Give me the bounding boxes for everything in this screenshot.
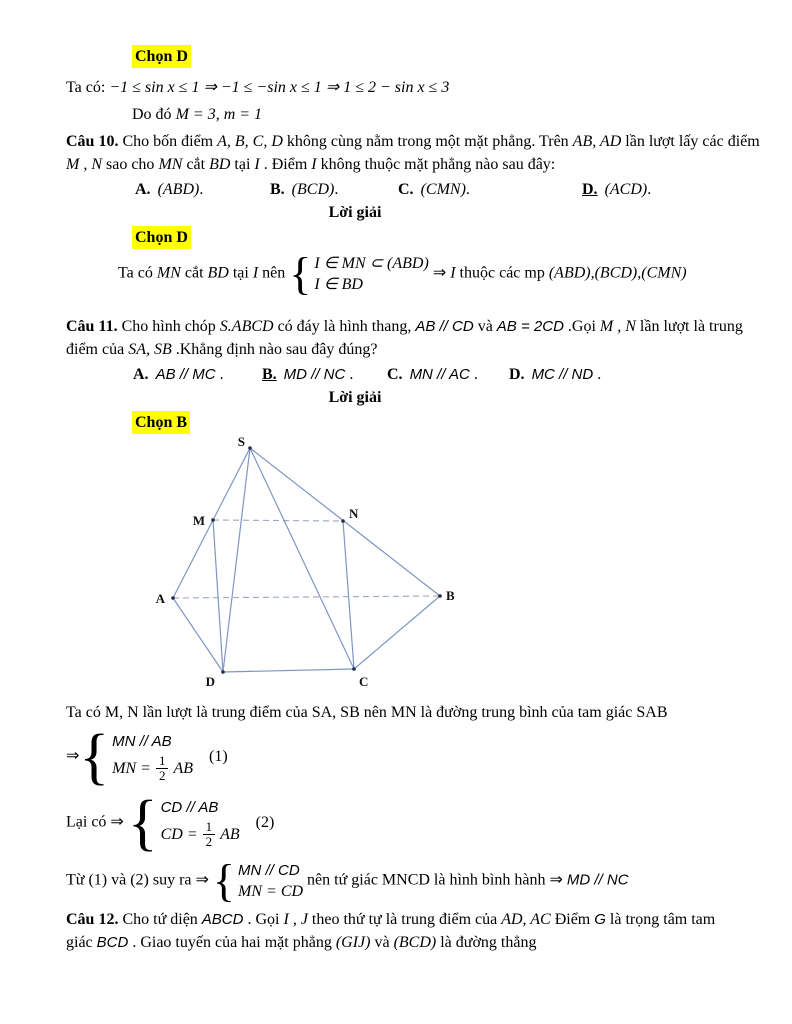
vertex-label-c: C xyxy=(359,674,369,689)
text-run: và xyxy=(370,934,394,951)
question-number: Câu 10. xyxy=(66,133,119,150)
text-run: là trọng tâm tam xyxy=(605,911,716,928)
q10-answer-line xyxy=(132,226,732,249)
choice-math: MD // NC xyxy=(283,366,346,383)
q10-statement-line1 xyxy=(66,130,760,153)
q11-answer-highlight: Chọn B xyxy=(132,411,190,434)
choice-tail: . xyxy=(469,366,478,383)
q9-inequality-line xyxy=(66,76,732,99)
fraction-numerator: 1 xyxy=(203,820,216,835)
question-number: Câu 12. xyxy=(66,911,119,928)
system-row xyxy=(112,754,193,783)
text-run: Cho tứ diện xyxy=(118,911,202,928)
text-run: và xyxy=(473,318,497,335)
vertex-label-n: N xyxy=(349,506,359,521)
math-run: I xyxy=(254,156,260,173)
math-run: AB = 2CD xyxy=(496,318,564,335)
edge-mn-dashed xyxy=(213,520,343,521)
system-row: MN = CD xyxy=(238,883,304,900)
math-run: I xyxy=(311,156,317,173)
edge-sc xyxy=(250,448,354,669)
text-run: lần lượt là trung xyxy=(635,318,743,335)
text-run: Ta có xyxy=(118,264,157,282)
equation-system xyxy=(127,789,240,857)
math-run: MN = xyxy=(112,759,151,777)
text-run: Từ (1) và (2) suy ra xyxy=(66,871,196,889)
choice-math: (ACD) xyxy=(604,181,648,198)
text-run: lần lượt lấy các điểm xyxy=(621,133,760,150)
q11-solution-heading: Lời giải xyxy=(328,389,382,406)
math-run: M = 3, m = 1 xyxy=(175,106,263,123)
math-run: (GIJ) xyxy=(335,934,371,951)
system-row: CD // AB xyxy=(160,799,219,816)
fraction-denominator: 2 xyxy=(205,834,213,849)
math-run: M , N xyxy=(599,318,636,335)
choice-tail: . xyxy=(345,366,354,383)
system-row: MN // AB xyxy=(112,733,172,750)
vertex-label-s: S xyxy=(237,436,245,449)
math-run: BCD xyxy=(96,934,129,951)
vertex-dot-c xyxy=(352,667,356,671)
choice-label: C. xyxy=(398,181,414,198)
fraction xyxy=(203,820,216,849)
choice-b xyxy=(270,178,398,201)
math-run: AB // CD xyxy=(415,318,474,335)
text-run: là đường thẳng xyxy=(436,934,537,951)
choice-label: C. xyxy=(387,366,403,383)
brace-icon: { xyxy=(79,723,110,791)
choice-d xyxy=(509,363,601,386)
formula-1 xyxy=(66,723,732,791)
system-rows xyxy=(161,797,240,849)
q10-statement-line2 xyxy=(66,153,732,176)
choice-math: (ABD) xyxy=(157,181,200,198)
math-run: I , J xyxy=(283,911,308,928)
vertex-label-b: B xyxy=(446,588,455,603)
text-run: không cùng nằm trong một mặt phẳng. Trên xyxy=(282,133,573,150)
fraction-numerator: 1 xyxy=(156,754,169,769)
q10-solution-line xyxy=(118,248,732,299)
vertex-dot-b xyxy=(438,594,442,598)
math-run: SA, SB xyxy=(128,341,172,358)
edge-sd xyxy=(223,448,250,672)
choice-b-correct xyxy=(262,363,387,386)
vertex-label-d: D xyxy=(205,674,215,689)
q10-solution-heading: Lời giải xyxy=(328,204,382,221)
pyramid-figure xyxy=(140,436,732,699)
math-run: AB xyxy=(173,759,194,777)
q12-statement-line2 xyxy=(66,931,732,954)
choice-a xyxy=(133,363,262,386)
text-run: . Giao tuyến của hai mặt phẳng xyxy=(128,934,336,951)
fraction-denominator: 2 xyxy=(158,768,166,783)
edge-md xyxy=(213,520,223,672)
choice-c xyxy=(398,178,582,201)
choice-tail: . xyxy=(647,181,652,198)
text-run: tại xyxy=(230,156,255,173)
text-run: nên xyxy=(258,264,290,282)
implies-arrow: ⇒ xyxy=(66,747,80,765)
text-run: Lại có xyxy=(66,813,111,831)
math-run: BD xyxy=(207,264,229,282)
system-row: MN // CD xyxy=(238,862,300,879)
vertex-dot-s xyxy=(248,446,252,450)
implies-arrow: ⇒ xyxy=(428,264,451,282)
edge-sb xyxy=(250,448,440,596)
math-run: AD, AC xyxy=(501,911,551,928)
choice-math: AB // MC xyxy=(155,366,216,383)
equation-tag: (2) xyxy=(255,813,275,831)
equation-tag: (1) xyxy=(209,747,228,765)
vertex-dot-n xyxy=(341,519,345,523)
text-run: theo thứ tự là trung điểm của xyxy=(307,911,502,928)
q9-result-line xyxy=(132,103,732,126)
edge-sa xyxy=(173,448,250,598)
choice-tail: . xyxy=(199,181,204,198)
choice-math: MN // AC xyxy=(409,366,470,383)
choice-label: B. xyxy=(262,366,277,383)
system-row: I ∈ MN ⊂ (ABD) xyxy=(314,255,429,272)
system-rows xyxy=(314,253,428,295)
math-run: S.ABCD xyxy=(219,318,274,335)
q11-statement-line2 xyxy=(66,338,732,361)
math-run: A, B, C, D xyxy=(217,133,283,150)
equation-system xyxy=(289,248,429,299)
text-run: giác xyxy=(66,934,97,951)
implies-arrow: ⇒ xyxy=(195,871,213,889)
edge-nc xyxy=(343,521,354,669)
choice-tail: . xyxy=(593,366,602,383)
brace-icon: { xyxy=(212,855,236,906)
choice-label: D. xyxy=(509,366,525,383)
text-run: không thuộc mặt phẳng nào sau đây: xyxy=(316,156,556,173)
text-run: thuộc các mp xyxy=(455,264,549,282)
brace-icon: { xyxy=(289,248,312,299)
implies-arrow: ⇒ xyxy=(110,813,128,831)
math-run: AB, AD xyxy=(572,133,622,150)
math-run: −1 ≤ sin x ≤ 1 ⇒ −1 ≤ −sin x ≤ 1 ⇒ 1 ≤ 2 − sin x ≤ 3 xyxy=(109,79,450,96)
choice-label: B. xyxy=(270,181,285,198)
vertex-dot-d xyxy=(221,670,225,674)
choice-math: (BCD) xyxy=(291,181,335,198)
system-row xyxy=(161,820,240,849)
text-run: Cho hình chóp xyxy=(117,318,220,335)
choice-c xyxy=(387,363,509,386)
math-run: ABCD xyxy=(201,911,244,928)
math-run: MN xyxy=(156,264,181,282)
math-run: AB xyxy=(220,825,240,843)
equation-system xyxy=(212,855,304,906)
q10-choices xyxy=(66,178,732,201)
choice-tail: . xyxy=(215,366,224,383)
question-number: Câu 11. xyxy=(66,318,118,335)
text-run: .Khẳng định nào sau đây đúng? xyxy=(171,341,378,358)
vertex-dot-m xyxy=(211,518,215,522)
math-run: (ABD),(BCD),(CMN) xyxy=(548,264,687,282)
edge-ad xyxy=(173,598,223,672)
text-run: Do đó xyxy=(132,106,176,123)
fraction xyxy=(156,754,169,783)
text-run: tại xyxy=(228,264,253,282)
math-run: M , N xyxy=(66,156,102,173)
vertex-label-a: A xyxy=(155,591,165,606)
choice-tail: . xyxy=(465,181,470,198)
choice-d-correct xyxy=(582,178,651,201)
brace-icon: { xyxy=(127,789,158,857)
math-run: CD = xyxy=(160,825,198,843)
edge-cb xyxy=(354,596,440,669)
system-rows xyxy=(238,860,303,902)
formula-3 xyxy=(66,855,732,906)
q12-statement-line1 xyxy=(66,908,732,931)
choice-label: A. xyxy=(133,366,149,383)
text-run: nên tứ giác MNCD là hình bình hành xyxy=(303,871,550,889)
math-run: MD // NC xyxy=(566,871,629,889)
q11-statement-line1 xyxy=(66,315,743,338)
edge-ab-dashed xyxy=(173,596,440,598)
edge-dc xyxy=(223,669,354,672)
q11-choices xyxy=(66,363,732,386)
text-run: Ta có: xyxy=(66,79,110,96)
text-run: . Gọi xyxy=(243,911,284,928)
q9-answer-line xyxy=(132,45,732,68)
system-rows xyxy=(112,731,193,783)
vertex-label-m: M xyxy=(192,513,205,528)
text-run: cắt xyxy=(180,264,208,282)
system-row: I ∈ BD xyxy=(314,276,363,293)
text-run: Cho bốn điểm xyxy=(118,133,218,150)
q11-solution-para: Ta có M, N lần lượt là trung điểm của SA, SB nên MN là đường trung bình của tam giác SAB xyxy=(66,704,668,721)
pyramid-svg xyxy=(140,436,480,692)
q11-answer-line xyxy=(132,411,732,434)
choice-a xyxy=(135,178,270,201)
text-run: Điểm xyxy=(550,911,595,928)
choice-label: A. xyxy=(135,181,151,198)
q10-answer-highlight: Chọn D xyxy=(132,226,191,249)
text-run: . Điểm xyxy=(259,156,312,173)
text-run: có đáy là hình thang, xyxy=(273,318,416,335)
math-run: I xyxy=(252,264,259,282)
math-run: (BCD) xyxy=(393,934,437,951)
vertex-dot-a xyxy=(171,596,175,600)
math-run: I xyxy=(450,264,456,282)
choice-label: D. xyxy=(582,181,598,198)
math-run: BD xyxy=(209,156,231,173)
text-run: cắt xyxy=(182,156,210,173)
choice-tail: . xyxy=(334,181,339,198)
equation-system xyxy=(79,723,194,791)
q9-answer-highlight: Chọn D xyxy=(132,45,191,68)
math-run: MN xyxy=(158,156,183,173)
choice-math: (CMN) xyxy=(420,181,466,198)
text-run: điểm của xyxy=(66,341,129,358)
math-run: G xyxy=(594,911,606,928)
choice-math: MC // ND xyxy=(531,366,594,383)
implies-arrow: ⇒ xyxy=(549,871,567,889)
text-run: .Gọi xyxy=(563,318,600,335)
formula-2 xyxy=(66,789,732,857)
text-run: sao cho xyxy=(102,156,159,173)
